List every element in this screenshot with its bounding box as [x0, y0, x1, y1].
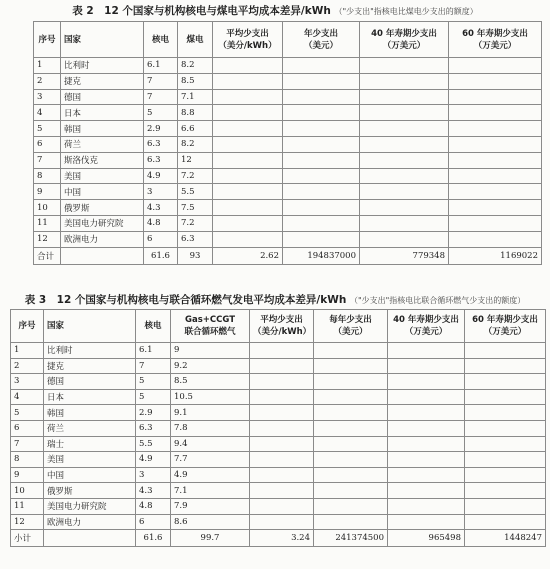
- table2-cell: [449, 73, 542, 89]
- table3-cell: 中国: [44, 467, 136, 483]
- table3-cell: 1: [11, 343, 44, 359]
- table2-cell: [360, 184, 449, 200]
- table2-cell: 美国: [61, 168, 144, 184]
- table3-cell: 7.7: [171, 452, 250, 468]
- table3-cell: 9.4: [171, 436, 250, 452]
- table3-cell: 2.9: [136, 405, 171, 421]
- table2-total-cell: 779348: [360, 247, 449, 264]
- table3-cell: [388, 498, 465, 514]
- table2-cell: 6.3: [144, 152, 178, 168]
- table2-cell: [360, 73, 449, 89]
- table3-header-0: 序号: [11, 310, 44, 343]
- table2-cell: 9: [34, 184, 61, 200]
- table3-cell: [465, 514, 546, 530]
- table3-cell: 11: [11, 498, 44, 514]
- table2-header-4: 平均少支出 （美分/kWh）: [213, 22, 283, 58]
- table2-cell: 4.9: [144, 168, 178, 184]
- table2-total-cell: 93: [178, 247, 213, 264]
- table3-cell: [314, 374, 388, 390]
- table2-cell: 5: [144, 105, 178, 121]
- table2-cell: 6.1: [144, 58, 178, 74]
- table3-cell: [465, 374, 546, 390]
- table3-cell: [388, 405, 465, 421]
- table3-cell: [388, 420, 465, 436]
- table2-cell: 2: [34, 73, 61, 89]
- table2-cell: 8.2: [178, 58, 213, 74]
- table2-cell: [213, 73, 283, 89]
- table-row: [34, 105, 542, 121]
- table2-cell: 俄罗斯: [61, 200, 144, 216]
- table2-header-row: [34, 22, 542, 58]
- table3-cell: [250, 514, 314, 530]
- table2: [33, 21, 542, 265]
- table-row: [34, 152, 542, 168]
- table3-cell: [314, 436, 388, 452]
- table2-cell: [360, 168, 449, 184]
- table2-cell: 韩国: [61, 121, 144, 137]
- table2-cell: [213, 184, 283, 200]
- table2-cell: 7: [144, 73, 178, 89]
- table2-cell: 5: [34, 121, 61, 137]
- table2-cell: [449, 58, 542, 74]
- table-row: [34, 73, 542, 89]
- table2-cell: 7.1: [178, 89, 213, 105]
- table-row: [11, 405, 546, 421]
- table-row: [34, 89, 542, 105]
- table3-cell: 5: [136, 374, 171, 390]
- table2-header-7: 60 年寿期少支出 （万美元）: [449, 22, 542, 58]
- table2-cell: [360, 89, 449, 105]
- table-row: [11, 467, 546, 483]
- table3-total-cell: 小计: [11, 530, 44, 547]
- table2-cell: 斯洛伐克: [61, 152, 144, 168]
- table2-body: [34, 58, 542, 248]
- table2-note: （"少支出"指核电比煤电少支出的额度）: [334, 7, 478, 16]
- table3-cell: 8.5: [171, 374, 250, 390]
- table3-cell: [465, 467, 546, 483]
- table2-cell: [283, 184, 360, 200]
- table3-cell: 3: [136, 467, 171, 483]
- table3-header-1: 国家: [44, 310, 136, 343]
- table3-cell: [314, 358, 388, 374]
- table2-cell: [360, 136, 449, 152]
- table-row: [34, 121, 542, 137]
- table3-header-row: [11, 310, 546, 343]
- table3-cell: [465, 498, 546, 514]
- table3-body: [11, 343, 546, 530]
- table3-cell: 美国: [44, 452, 136, 468]
- table3-cell: 5: [11, 405, 44, 421]
- table3-cell: [465, 452, 546, 468]
- table2-total-cell: 合计: [34, 247, 61, 264]
- table2-cell: 8.2: [178, 136, 213, 152]
- table2-cell: [360, 200, 449, 216]
- table3-title: 表 3 12 个国家与机构核电与联合循环燃气发电平均成本差异/kWh: [24, 294, 347, 306]
- table2-cell: [213, 215, 283, 231]
- table2-cell: 8.5: [178, 73, 213, 89]
- table2-cell: 6.6: [178, 121, 213, 137]
- table3-cell: [465, 436, 546, 452]
- table3-total-cell: 61.6: [136, 530, 171, 547]
- table3-cell: [388, 358, 465, 374]
- table2-cell: [449, 200, 542, 216]
- table3-header-4: 平均少支出 （美分/kWh）: [250, 310, 314, 343]
- table2-cell: 4: [34, 105, 61, 121]
- table2-cell: [213, 58, 283, 74]
- table2-cell: 11: [34, 215, 61, 231]
- table3-cell: [250, 420, 314, 436]
- table3-cell: 10: [11, 483, 44, 499]
- table-row: [11, 483, 546, 499]
- table3-cell: 9: [11, 467, 44, 483]
- table3-cell: 德国: [44, 374, 136, 390]
- table3-cell: 7: [136, 358, 171, 374]
- table2-cell: 荷兰: [61, 136, 144, 152]
- table2-cell: [360, 121, 449, 137]
- table3-cell: [388, 467, 465, 483]
- table3-cell: [465, 483, 546, 499]
- table3-cell: 8: [11, 452, 44, 468]
- table2-cell: [213, 200, 283, 216]
- table2-cell: 比利时: [61, 58, 144, 74]
- table3-cell: 欧洲电力: [44, 514, 136, 530]
- table3-cell: [314, 420, 388, 436]
- table2-total-cell: [61, 247, 144, 264]
- table2-cell: 3: [34, 89, 61, 105]
- table3-cell: 12: [11, 514, 44, 530]
- table3-cell: 2: [11, 358, 44, 374]
- table3-cell: 9.1: [171, 405, 250, 421]
- table2-cell: [283, 121, 360, 137]
- table2-cell: [449, 105, 542, 121]
- table-row: [34, 184, 542, 200]
- table2-cell: [360, 105, 449, 121]
- table2-header-0: 序号: [34, 22, 61, 58]
- table-row: [11, 389, 546, 405]
- table3-total-cell: 965498: [388, 530, 465, 547]
- table2-cell: 4.8: [144, 215, 178, 231]
- table3-cell: 俄罗斯: [44, 483, 136, 499]
- table2-cell: 6.3: [178, 231, 213, 247]
- table3-cell: [250, 343, 314, 359]
- table3-cell: [250, 405, 314, 421]
- table2-cell: [449, 121, 542, 137]
- table2-cell: [213, 136, 283, 152]
- table3-cell: 4.3: [136, 483, 171, 499]
- table2-cell: 日本: [61, 105, 144, 121]
- table3-cell: 韩国: [44, 405, 136, 421]
- table-row: [11, 343, 546, 359]
- table2-cell: [449, 215, 542, 231]
- table2-cell: [283, 231, 360, 247]
- table2-cell: [449, 231, 542, 247]
- table3-header-5: 每年少支出 （美元）: [314, 310, 388, 343]
- table-row: [11, 498, 546, 514]
- table2-total-cell: 1169022: [449, 247, 542, 264]
- table3-cell: 6.3: [136, 420, 171, 436]
- table2-cell: 6: [144, 231, 178, 247]
- table2-cell: [283, 200, 360, 216]
- table3-cell: [314, 483, 388, 499]
- table3-cell: 5: [136, 389, 171, 405]
- table2-cell: 12: [34, 231, 61, 247]
- table2-cell: 欧洲电力: [61, 231, 144, 247]
- table2-cell: [283, 89, 360, 105]
- table3-cell: 比利时: [44, 343, 136, 359]
- table3-cell: [250, 436, 314, 452]
- table2-header-6: 40 年寿期少支出 （万美元）: [360, 22, 449, 58]
- table3-cell: 3: [11, 374, 44, 390]
- table3-cell: [250, 483, 314, 499]
- table3-cell: [465, 389, 546, 405]
- table2-header-3: 煤电: [178, 22, 213, 58]
- table3-cell: [388, 483, 465, 499]
- table3-cell: 瑞士: [44, 436, 136, 452]
- table3-cell: 4: [11, 389, 44, 405]
- table2-cell: 中国: [61, 184, 144, 200]
- table3-cell: 6: [11, 420, 44, 436]
- table3-cell: 4.9: [136, 452, 171, 468]
- table-row: [11, 358, 546, 374]
- table3-cell: [388, 343, 465, 359]
- table3-cell: 7: [11, 436, 44, 452]
- table3-cell: [388, 374, 465, 390]
- table3-cell: 8.6: [171, 514, 250, 530]
- table2-cell: 捷克: [61, 73, 144, 89]
- table2-cell: 1: [34, 58, 61, 74]
- table3-total-cell: 241374500: [314, 530, 388, 547]
- table3: [10, 309, 546, 547]
- table2-cell: [283, 152, 360, 168]
- table3-cell: [250, 358, 314, 374]
- table-row: [34, 58, 542, 74]
- table3-cell: 9: [171, 343, 250, 359]
- table3-cell: [250, 498, 314, 514]
- table2-cell: 8: [34, 168, 61, 184]
- table2-cell: [449, 136, 542, 152]
- table3-cell: [250, 389, 314, 405]
- table-row: [11, 374, 546, 390]
- table3-cell: 6: [136, 514, 171, 530]
- table3-cell: [465, 420, 546, 436]
- table3-cell: 9.2: [171, 358, 250, 374]
- table3-cell: [314, 405, 388, 421]
- table2-cell: [213, 231, 283, 247]
- table3-total-cell: 1448247: [465, 530, 546, 547]
- table3-cell: [465, 358, 546, 374]
- table3-cell: 4.8: [136, 498, 171, 514]
- table3-cell: 日本: [44, 389, 136, 405]
- table2-cell: 6: [34, 136, 61, 152]
- table3-cell: [388, 389, 465, 405]
- table2-cell: 5.5: [178, 184, 213, 200]
- table2-cell: 2.9: [144, 121, 178, 137]
- table2-cell: [283, 168, 360, 184]
- table3-total-row: [11, 530, 546, 547]
- table-row: [11, 420, 546, 436]
- table2-cell: 10: [34, 200, 61, 216]
- table2-cell: [360, 231, 449, 247]
- table2-total-row: [34, 247, 542, 264]
- table3-cell: 捷克: [44, 358, 136, 374]
- table3-cell: 7.9: [171, 498, 250, 514]
- table-row: [34, 231, 542, 247]
- table-row: [11, 514, 546, 530]
- table2-cell: 3: [144, 184, 178, 200]
- table3-cell: [250, 452, 314, 468]
- table2-cell: [213, 105, 283, 121]
- table3-cell: [388, 452, 465, 468]
- table2-cell: 7.2: [178, 168, 213, 184]
- table2-cell: [449, 152, 542, 168]
- table2-cell: 12: [178, 152, 213, 168]
- table2-header-5: 年少支出 （美元）: [283, 22, 360, 58]
- table2-title: 表 2 12 个国家与机构核电与煤电平均成本差异/kWh: [72, 5, 331, 17]
- table3-note: （"少支出"指核电比联合循环燃气少支出的额度）: [349, 296, 526, 305]
- table2-cell: [283, 215, 360, 231]
- table2-cell: [213, 89, 283, 105]
- table2-cell: [360, 58, 449, 74]
- table-row: [34, 136, 542, 152]
- table-row: [11, 436, 546, 452]
- table2-caption: [0, 3, 550, 18]
- table3-cell: 5.5: [136, 436, 171, 452]
- table3-cell: [314, 343, 388, 359]
- table2-header-1: 国家: [61, 22, 144, 58]
- table2-cell: [283, 105, 360, 121]
- table2-cell: 8.8: [178, 105, 213, 121]
- table3-cell: [388, 514, 465, 530]
- table3-header-7: 60 年寿期少支出 （万美元）: [465, 310, 546, 343]
- table2-cell: [213, 121, 283, 137]
- table2-cell: 德国: [61, 89, 144, 105]
- table3-cell: [314, 514, 388, 530]
- table2-cell: [360, 215, 449, 231]
- table3-cell: 6.1: [136, 343, 171, 359]
- table2-total-cell: 61.6: [144, 247, 178, 264]
- table3-cell: [388, 436, 465, 452]
- table2-cell: 4.3: [144, 200, 178, 216]
- table-row: [34, 215, 542, 231]
- table2-cell: [283, 58, 360, 74]
- table2-total-cell: 2.62: [213, 247, 283, 264]
- table2-cell: [449, 184, 542, 200]
- table-row: [34, 168, 542, 184]
- table3-cell: 荷兰: [44, 420, 136, 436]
- table2-header-2: 核电: [144, 22, 178, 58]
- table2-cell: [213, 152, 283, 168]
- table-row: [34, 200, 542, 216]
- table2-total-cell: 194837000: [283, 247, 360, 264]
- table3-cell: [314, 498, 388, 514]
- table2-cell: [360, 152, 449, 168]
- table3-total-cell: [44, 530, 136, 547]
- table2-cell: [449, 89, 542, 105]
- table3-cell: 10.5: [171, 389, 250, 405]
- table2-cell: 美国电力研究院: [61, 215, 144, 231]
- table2-cell: [449, 168, 542, 184]
- table2-cell: 6.3: [144, 136, 178, 152]
- table2-cell: 7: [34, 152, 61, 168]
- table3-cell: [250, 374, 314, 390]
- table3-cell: [465, 405, 546, 421]
- table3-cell: [250, 467, 314, 483]
- table3-total-cell: 99.7: [171, 530, 250, 547]
- table3-cell: [314, 389, 388, 405]
- table2-cell: [283, 136, 360, 152]
- table3-header-2: 核电: [136, 310, 171, 343]
- table3-cell: 7.1: [171, 483, 250, 499]
- table3-cell: 4.9: [171, 467, 250, 483]
- table3-cell: [465, 343, 546, 359]
- table3-caption: [0, 292, 550, 307]
- table3-cell: [314, 467, 388, 483]
- table2-cell: 7.2: [178, 215, 213, 231]
- table3-cell: 7.8: [171, 420, 250, 436]
- table3-cell: [314, 452, 388, 468]
- table-row: [11, 452, 546, 468]
- table3-header-6: 40 年寿期少支出 （万美元）: [388, 310, 465, 343]
- table3-header-3: Gas+CCGT 联合循环燃气: [171, 310, 250, 343]
- table2-cell: [213, 168, 283, 184]
- table3-total-cell: 3.24: [250, 530, 314, 547]
- table2-cell: [283, 73, 360, 89]
- table2-cell: 7: [144, 89, 178, 105]
- table3-cell: 美国电力研究院: [44, 498, 136, 514]
- table2-cell: 7.5: [178, 200, 213, 216]
